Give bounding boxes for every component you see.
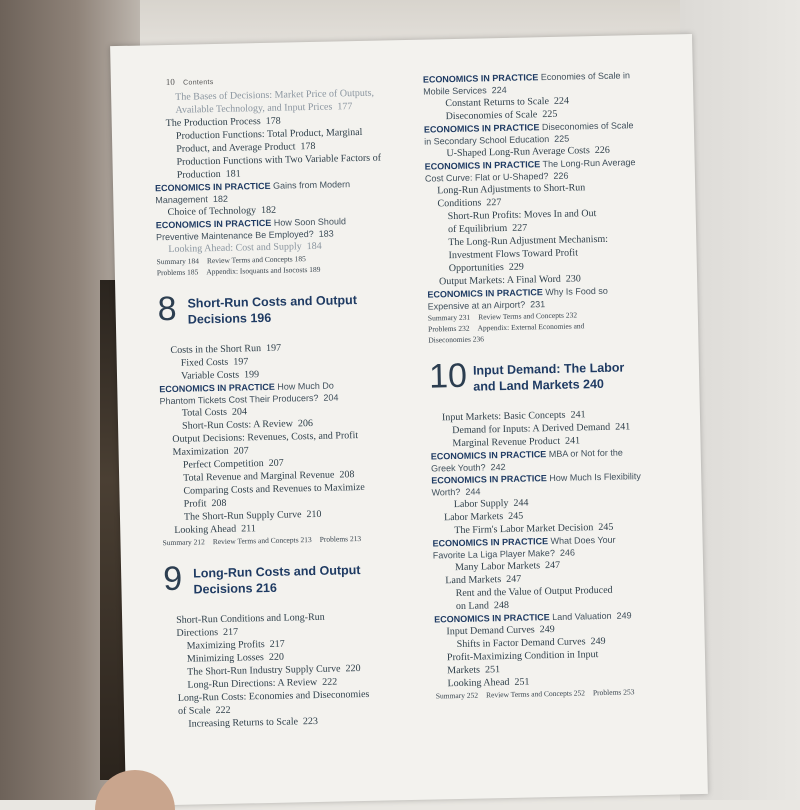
toc-page-number: 246 (559, 547, 576, 558)
chapter-title (187, 292, 357, 328)
toc-page-number: 226 (553, 170, 569, 181)
toc-page-number: 245 (598, 521, 614, 534)
toc-entry-text: Labor Supply (453, 497, 509, 511)
eip-label: ECONOMICS IN PRACTICE (422, 72, 539, 85)
toc-entry-text: Total Costs (181, 406, 228, 419)
eip-label: ECONOMICS IN PRACTICE (424, 159, 541, 172)
toc-page-number: 231 (530, 299, 546, 310)
toc-page-number: 249 (590, 635, 606, 648)
chapter-title (193, 562, 361, 597)
toc-page-number: 247 (506, 573, 522, 585)
chapter-number: 10 (428, 356, 468, 396)
eip-label: ECONOMICS IN PRACTICE (434, 612, 550, 625)
toc-entry-text: Diseconomies of Scale (445, 109, 538, 123)
chapter-heading (157, 291, 406, 336)
toc-page-number: 249 (616, 610, 632, 621)
eip-title: How Much Is Flexibility (546, 471, 641, 484)
eip-title: Expensive at an Airport? (427, 299, 526, 312)
toc-entry-text: Profit (183, 498, 207, 510)
chapter-page: 216 (252, 580, 278, 596)
toc-entry-text: Production Functions with Two Variable Factors of (176, 152, 382, 168)
toc-page-number: 245 (508, 510, 524, 522)
toc-page-number: 248 (493, 599, 510, 612)
toc-page-number: 217 (269, 638, 285, 650)
chapter-title-text: Decisions (187, 311, 248, 327)
chapter-page: 240 (579, 376, 605, 392)
chapter-title-line (188, 308, 358, 328)
eip-title: Land Valuation (549, 610, 612, 623)
toc-entry-text: Looking Ahead (174, 523, 237, 536)
eip-title: How Much Do (274, 380, 334, 392)
toc-entry-text: Opportunities (448, 261, 504, 275)
summary-item: Review Terms and Concepts 213 (212, 535, 312, 547)
eip-title: Worth? (431, 486, 461, 498)
toc-entry-text: The Short-Run Supply Curve (183, 509, 302, 523)
toc-page-number: 206 (297, 418, 314, 430)
chapter-heading (163, 561, 412, 606)
toc-entry-text: Fixed Costs (180, 356, 229, 369)
eip-label: ECONOMICS IN PRACTICE (155, 217, 272, 231)
summary-item: Appendix: External Economies and (477, 321, 585, 333)
eip-title: Greek Youth? (430, 462, 486, 474)
toc-entry-text: Directions (176, 627, 219, 639)
toc-page-number: 204 (231, 406, 248, 418)
left-column (153, 86, 414, 731)
toc-page-number: 220 (268, 651, 285, 663)
toc-page-number: 249 (539, 623, 555, 636)
summary-item: Review Terms and Concepts 252 (485, 688, 586, 700)
toc-entry-text: Increasing Returns to Scale (188, 716, 299, 730)
summary-item: Problems 185 (156, 267, 199, 278)
summary-item: Problems 213 (319, 534, 362, 544)
toc-page-number: 230 (565, 273, 581, 285)
toc-page-number: 177 (337, 101, 353, 113)
toc-entry-text: Comparing Costs and Revenues to Maximize (183, 481, 365, 497)
toc-entry-text: Rent and the Value of Output Produced (455, 584, 613, 600)
chapter-title-line: Long-Run Costs and Output (193, 563, 361, 581)
chapter-number: 9 (162, 559, 183, 599)
toc-entry-text: Total Revenue and Marginal Revenue (183, 469, 335, 484)
toc-entry-text: Many Labor Markets (454, 560, 541, 574)
toc-page-number: 229 (508, 261, 524, 273)
toc-entry-text: Long-Run Adjustments to Short-Run (437, 182, 586, 197)
eip-title: Diseconomies of Scale (539, 120, 634, 133)
eip-title: How Soon Should (271, 216, 347, 228)
toc-page-number: 227 (512, 222, 528, 234)
eip-title: Mobile Services (423, 85, 487, 97)
toc-entry-text: on Land (455, 600, 490, 613)
chapter-title-line (193, 578, 361, 598)
toc-page-number: 183 (318, 228, 334, 239)
toc-page-number: 182 (261, 204, 277, 217)
toc-page-number: 223 (302, 715, 319, 728)
eip-title: What Does Your (547, 534, 616, 547)
toc-page-number: 241 (564, 435, 581, 447)
toc-page-number: 251 (484, 664, 501, 676)
toc-entry-text: Short-Run Profits: Moves In and Out (447, 208, 597, 223)
toc-page-number: 222 (215, 704, 231, 717)
eip-title: Preventive Maintenance Be Employed? (156, 228, 314, 243)
toc-page-number: 197 (233, 356, 249, 368)
toc-entry-text: Constant Returns to Scale (445, 96, 550, 110)
toc-page-number: 244 (465, 486, 481, 497)
summary-item: Summary 212 (162, 537, 205, 548)
eip-title: MBA or Not for the (546, 447, 623, 460)
eip-title: Favorite La Liga Player Make? (432, 547, 555, 561)
summary-item: Diseconomies 236 (428, 334, 485, 345)
toc-page-number: 242 (490, 461, 506, 473)
toc-page-number: 225 (554, 133, 570, 144)
page-header (166, 76, 214, 87)
chapter-title-text: and Land Markets (473, 377, 580, 394)
toc-entry-text: Variable Costs (180, 369, 240, 382)
toc-page-number: 197 (265, 342, 282, 354)
toc-entry-text: The Bases of Decisions: Market Price of Outputs, (175, 87, 375, 103)
toc-entry-text: Maximization (172, 445, 229, 458)
summary-item: Problems 253 (592, 687, 635, 698)
chapter-title-line (473, 375, 625, 394)
toc-entry-text: Output Decisions: Revenues, Costs, and Profit (172, 430, 359, 445)
eip-label: ECONOMICS IN PRACTICE (432, 536, 549, 549)
toc-entry-text: Long-Run Directions: A Review (187, 676, 318, 691)
toc-entry-text: Perfect Competition (182, 458, 264, 471)
toc-page-number: 220 (345, 663, 361, 675)
eip-title: Phantom Tickets Cost Their Producers? (159, 392, 319, 407)
summary-item: Review Terms and Concepts 232 (478, 310, 578, 322)
toc-entry-text: Input Markets: Basic Concepts (441, 409, 566, 424)
toc-page-number: 244 (513, 497, 529, 509)
toc-entry-text: Production (176, 168, 221, 181)
eip-title: in Secondary School Education (424, 134, 550, 147)
toc-entry-text: Land Markets (445, 574, 502, 587)
toc-entry-text: The Short-Run Industry Supply Curve (187, 663, 341, 678)
toc-entry-text: Labor Markets (443, 511, 504, 524)
summary-item: Summary 231 (427, 312, 471, 323)
toc-entry-text: U-Shaped Long-Run Average Costs (446, 145, 590, 160)
eip-label: ECONOMICS IN PRACTICE (423, 122, 540, 135)
eip-title: Gains from Modern (270, 179, 351, 191)
toc-entry-text: Output Markets: A Final Word (438, 273, 561, 288)
eip-label: ECONOMICS IN PRACTICE (427, 287, 543, 300)
chapter-heading (429, 358, 692, 403)
toc-entry-text: Minimizing Losses (186, 652, 265, 665)
summary-item: Problems 232 (428, 323, 470, 334)
contents-page (110, 34, 708, 806)
toc-entry-text: Input Demand Curves (446, 624, 535, 638)
toc-entry-text: The Long-Run Adjustment Mechanism: (448, 233, 609, 249)
chapter-title-line: Input Demand: The Labor (472, 360, 625, 378)
eip-label: ECONOMICS IN PRACTICE (154, 180, 271, 194)
toc-page-number: 251 (514, 676, 530, 688)
summary-item: Summary 252 (435, 690, 479, 701)
toc-entry-text: Looking Ahead: Cost and Supply (168, 241, 302, 256)
toc-page-number: 211 (241, 523, 256, 535)
toc-page-number: 227 (486, 197, 502, 209)
toc-entry-text: of Scale (177, 705, 211, 717)
eip-label: ECONOMICS IN PRACTICE (159, 381, 275, 395)
eip-title: Why Is Food so (542, 285, 608, 298)
toc-page-number: 241 (615, 421, 631, 433)
toc-page-number: 178 (300, 140, 316, 153)
toc-page-number: 208 (211, 497, 227, 510)
toc-entry-text: Profit-Maximizing Condition in Input (446, 649, 599, 664)
toc-page-number: 226 (594, 144, 610, 157)
eip-label: ECONOMICS IN PRACTICE (431, 473, 547, 486)
toc-entry-text: Available Technology, and Input Prices (175, 101, 333, 116)
toc-entry-text: Conditions (437, 197, 482, 210)
toc-page-number: 210 (306, 508, 322, 521)
toc-entry-text: Demand for Inputs: A Derived Demand (452, 421, 611, 437)
chapter-number: 8 (157, 289, 177, 329)
toc-entry-text: Short-Run Conditions and Long-Run (176, 611, 325, 626)
eip-title: Management (155, 194, 208, 206)
toc-entry-text: Investment Flows Toward Profit (448, 247, 579, 262)
toc-page-number: 178 (265, 115, 281, 127)
summary-item: Appendix: Isoquants and Isocosts 189 (206, 264, 321, 277)
right-column (423, 68, 698, 701)
toc-entry-text: Choice of Technology (167, 205, 257, 219)
toc-entry-text: Long-Run Costs: Economies and Diseconomies (177, 688, 370, 704)
toc-page-number: 217 (222, 626, 239, 638)
chapter-title (473, 359, 625, 394)
toc-entry-text: Maximizing Profits (186, 639, 265, 652)
toc-page-number: 207 (268, 457, 284, 469)
summary-item: Summary 184 (156, 256, 200, 267)
toc-entry-text: Shifts in Factor Demand Curves (456, 636, 586, 651)
page-number: 10 (165, 76, 175, 88)
toc-entry-text: Marginal Revenue Product (452, 435, 561, 450)
toc-entry-text: Product, and Average Product (176, 141, 296, 155)
summary-item: Review Terms and Concepts 185 (206, 254, 306, 266)
toc-page-number: 241 (570, 409, 586, 421)
page-label: Contents (183, 79, 214, 87)
chapter-page: 196 (246, 310, 272, 326)
toc-page-number: 225 (542, 108, 558, 121)
toc-page-number: 207 (233, 445, 249, 457)
toc-entry-text: The Firm's Labor Market Decision (454, 522, 594, 537)
toc-page-number: 204 (323, 392, 339, 403)
eip-title: Cost Curve: Flat or U-Shaped? (424, 171, 549, 184)
toc-page-number: 184 (306, 240, 322, 253)
toc-page-number: 247 (544, 559, 561, 572)
toc-page-number: 222 (322, 676, 338, 688)
eip-label: ECONOMICS IN PRACTICE (430, 449, 547, 462)
toc-entry-text: of Equilibrium (447, 222, 508, 236)
toc-entry-text: Looking Ahead (447, 676, 510, 690)
chapter-title-line: Short-Run Costs and Output (187, 293, 358, 311)
toc-entry-text: The Production Process (165, 116, 261, 130)
chapter-title-text: Decisions (193, 581, 253, 597)
toc-page-number: 199 (243, 369, 260, 381)
toc-entry-text: Production Functions: Total Product, Marginal (175, 126, 363, 142)
eip-title: Economies of Scale in (538, 70, 630, 83)
toc-page-number: 208 (339, 469, 355, 481)
toc-page-number: 181 (225, 168, 241, 180)
toc-entry-text: Costs in the Short Run (170, 343, 262, 356)
eip-title: The Long-Run Average (540, 157, 636, 170)
toc-page-number: 224 (491, 84, 507, 96)
toc-page-number: 224 (553, 95, 570, 107)
toc-page-number: 182 (212, 193, 229, 205)
toc-entry-text: Short-Run Costs: A Review (181, 418, 294, 432)
toc-entry-text: Markets (447, 664, 481, 677)
